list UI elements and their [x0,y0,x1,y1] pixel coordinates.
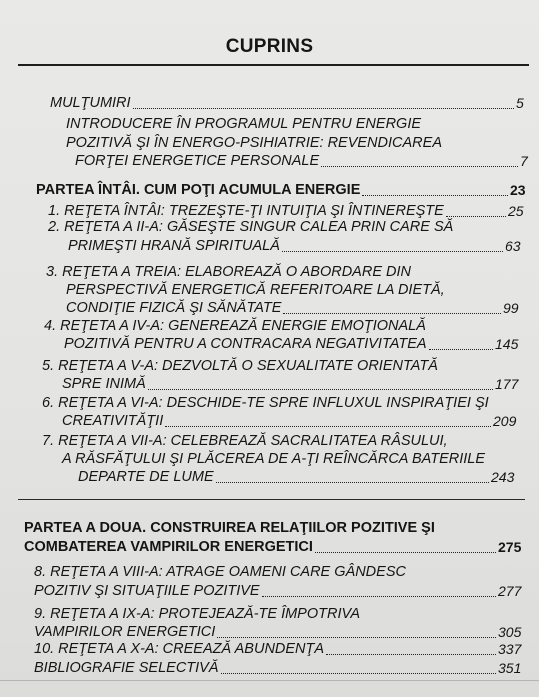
toc-entry-line: BIBLIOGRAFIE SELECTIVĂ [34,660,219,676]
toc-page-number: 337 [498,641,522,657]
toc-entry-line: POZITIVĂ PENTRU A CONTRACARA NEGATIVITATEA [64,336,427,352]
toc-leader-dots [283,313,501,314]
toc-page-number: 5 [516,95,524,111]
toc-page-number: 305 [498,624,522,640]
toc-entry-line: DEPARTE DE LUME [78,469,214,485]
toc-leader-dots [362,195,508,196]
toc-leader-dots [326,654,496,655]
toc-page-number: 99 [503,300,519,316]
toc-leader-dots [217,637,496,638]
toc-entry-line: 8. REŢETA A VIII-A: ATRAGE OAMENI CARE GÂNDESC [34,564,406,580]
toc-entry-line: 4. REŢETA A IV-A: GENEREAZĂ ENERGIE EMOŢIONALĂ [44,318,426,334]
toc-entry-line: 6. REŢETA A VI-A: DESCHIDE-TE SPRE INFLUXUL INSPIRAŢIEI ŞI [42,395,489,411]
toc-page-number: 209 [493,413,517,429]
toc-leader-dots [282,251,503,252]
toc-leader-dots [148,389,493,390]
part-heading-line: PARTEA A DOUA. CONSTRUIREA RELAŢIILOR POZITIVE ŞI [24,520,435,536]
toc-entry-line: 1. REŢETA ÎNTÂI: TREZEŞTE-ŢI INTUIŢIA ŞI ÎNTINEREŞTE [48,203,444,219]
toc-entry-line: 10. REŢETA A X-A: CREEAZĂ ABUNDENŢA [34,641,325,657]
toc-page-number: 63 [505,238,521,254]
toc-page-number: 277 [498,583,522,599]
toc-leader-dots [262,596,496,597]
toc-leader-dots [315,552,496,553]
toc-entry-line: CREATIVITĂŢII [62,413,164,429]
toc-page-number: 145 [495,336,519,352]
toc-leader-dots [216,482,489,483]
toc-leader-dots [133,108,514,109]
toc-entry-line: POZITIVĂ ŞI ÎN ENERGO-PSIHIATRIE: REVENDICAREA [66,135,442,151]
toc-entry-line: MULŢUMIRI [50,95,131,111]
part-heading-line: PARTEA ÎNTÂI. CUM POŢI ACUMULA ENERGIE [36,182,361,198]
toc-entry-line: INTRODUCERE ÎN PROGRAMUL PENTRU ENERGIE [66,116,422,132]
toc-entry-line: FORŢEI ENERGETICE PERSONALE [75,153,320,169]
title-rule [18,64,529,66]
toc-entry-line: POZITIV ŞI SITUAŢIILE POZITIVE [34,583,260,599]
toc-leader-dots [321,166,518,167]
toc-page-number: 25 [508,203,524,219]
toc-entry-line: 9. REŢETA A IX-A: PROTEJEAZĂ-TE ÎMPOTRIVA [34,606,361,622]
toc-entry-line: PERSPECTIVĂ ENERGETICĂ REFERITOARE LA DIETĂ, [66,282,445,298]
toc-entry-line: 7. REŢETA A VII-A: CELEBREAZĂ SACRALITATEA RÂSULUI, [42,433,448,449]
toc-page-number: 243 [491,469,515,485]
toc-leader-dots [446,216,506,217]
page-title: CUPRINS [225,36,314,57]
toc-entry-line: VAMPIRILOR ENERGETICI [34,624,216,640]
toc-page-number: 177 [495,376,519,392]
part-separator [18,499,525,500]
toc-entry-line: A RĂSFĂŢULUI ŞI PLĂCEREA DE A-ŢI REÎNCĂRCA BATERIILE [62,451,486,467]
toc-entry-line: 5. REŢETA A V-A: DEZVOLTĂ O SEXUALITATE ORIENTATĂ [42,358,438,374]
toc-leader-dots [165,426,491,427]
toc-page-number: 275 [498,539,522,555]
toc-entry-line: 3. REŢETA A TREIA: ELABOREAZĂ O ABORDARE DIN [46,264,411,280]
toc-leader-dots [429,349,493,350]
toc-entry-line: CONDIŢIE FIZICĂ ŞI SĂNĂTATE [66,300,282,316]
toc-entry-line: SPRE INIMĂ [62,376,146,392]
toc-entry-line: 2. REŢETA A II-A: GĂSEŞTE SINGUR CALEA PRIN CARE SĂ [48,219,454,235]
toc-entry-line: PRIMEŞTI HRANĂ SPIRITUALĂ [68,238,280,254]
toc-page-number: 7 [520,153,528,169]
toc-page-number: 23 [510,182,526,198]
page-edge [0,680,539,681]
part-heading-line: COMBATEREA VAMPIRILOR ENERGETICI [24,539,313,555]
toc-page-number: 351 [498,660,522,676]
toc-leader-dots [221,673,496,674]
